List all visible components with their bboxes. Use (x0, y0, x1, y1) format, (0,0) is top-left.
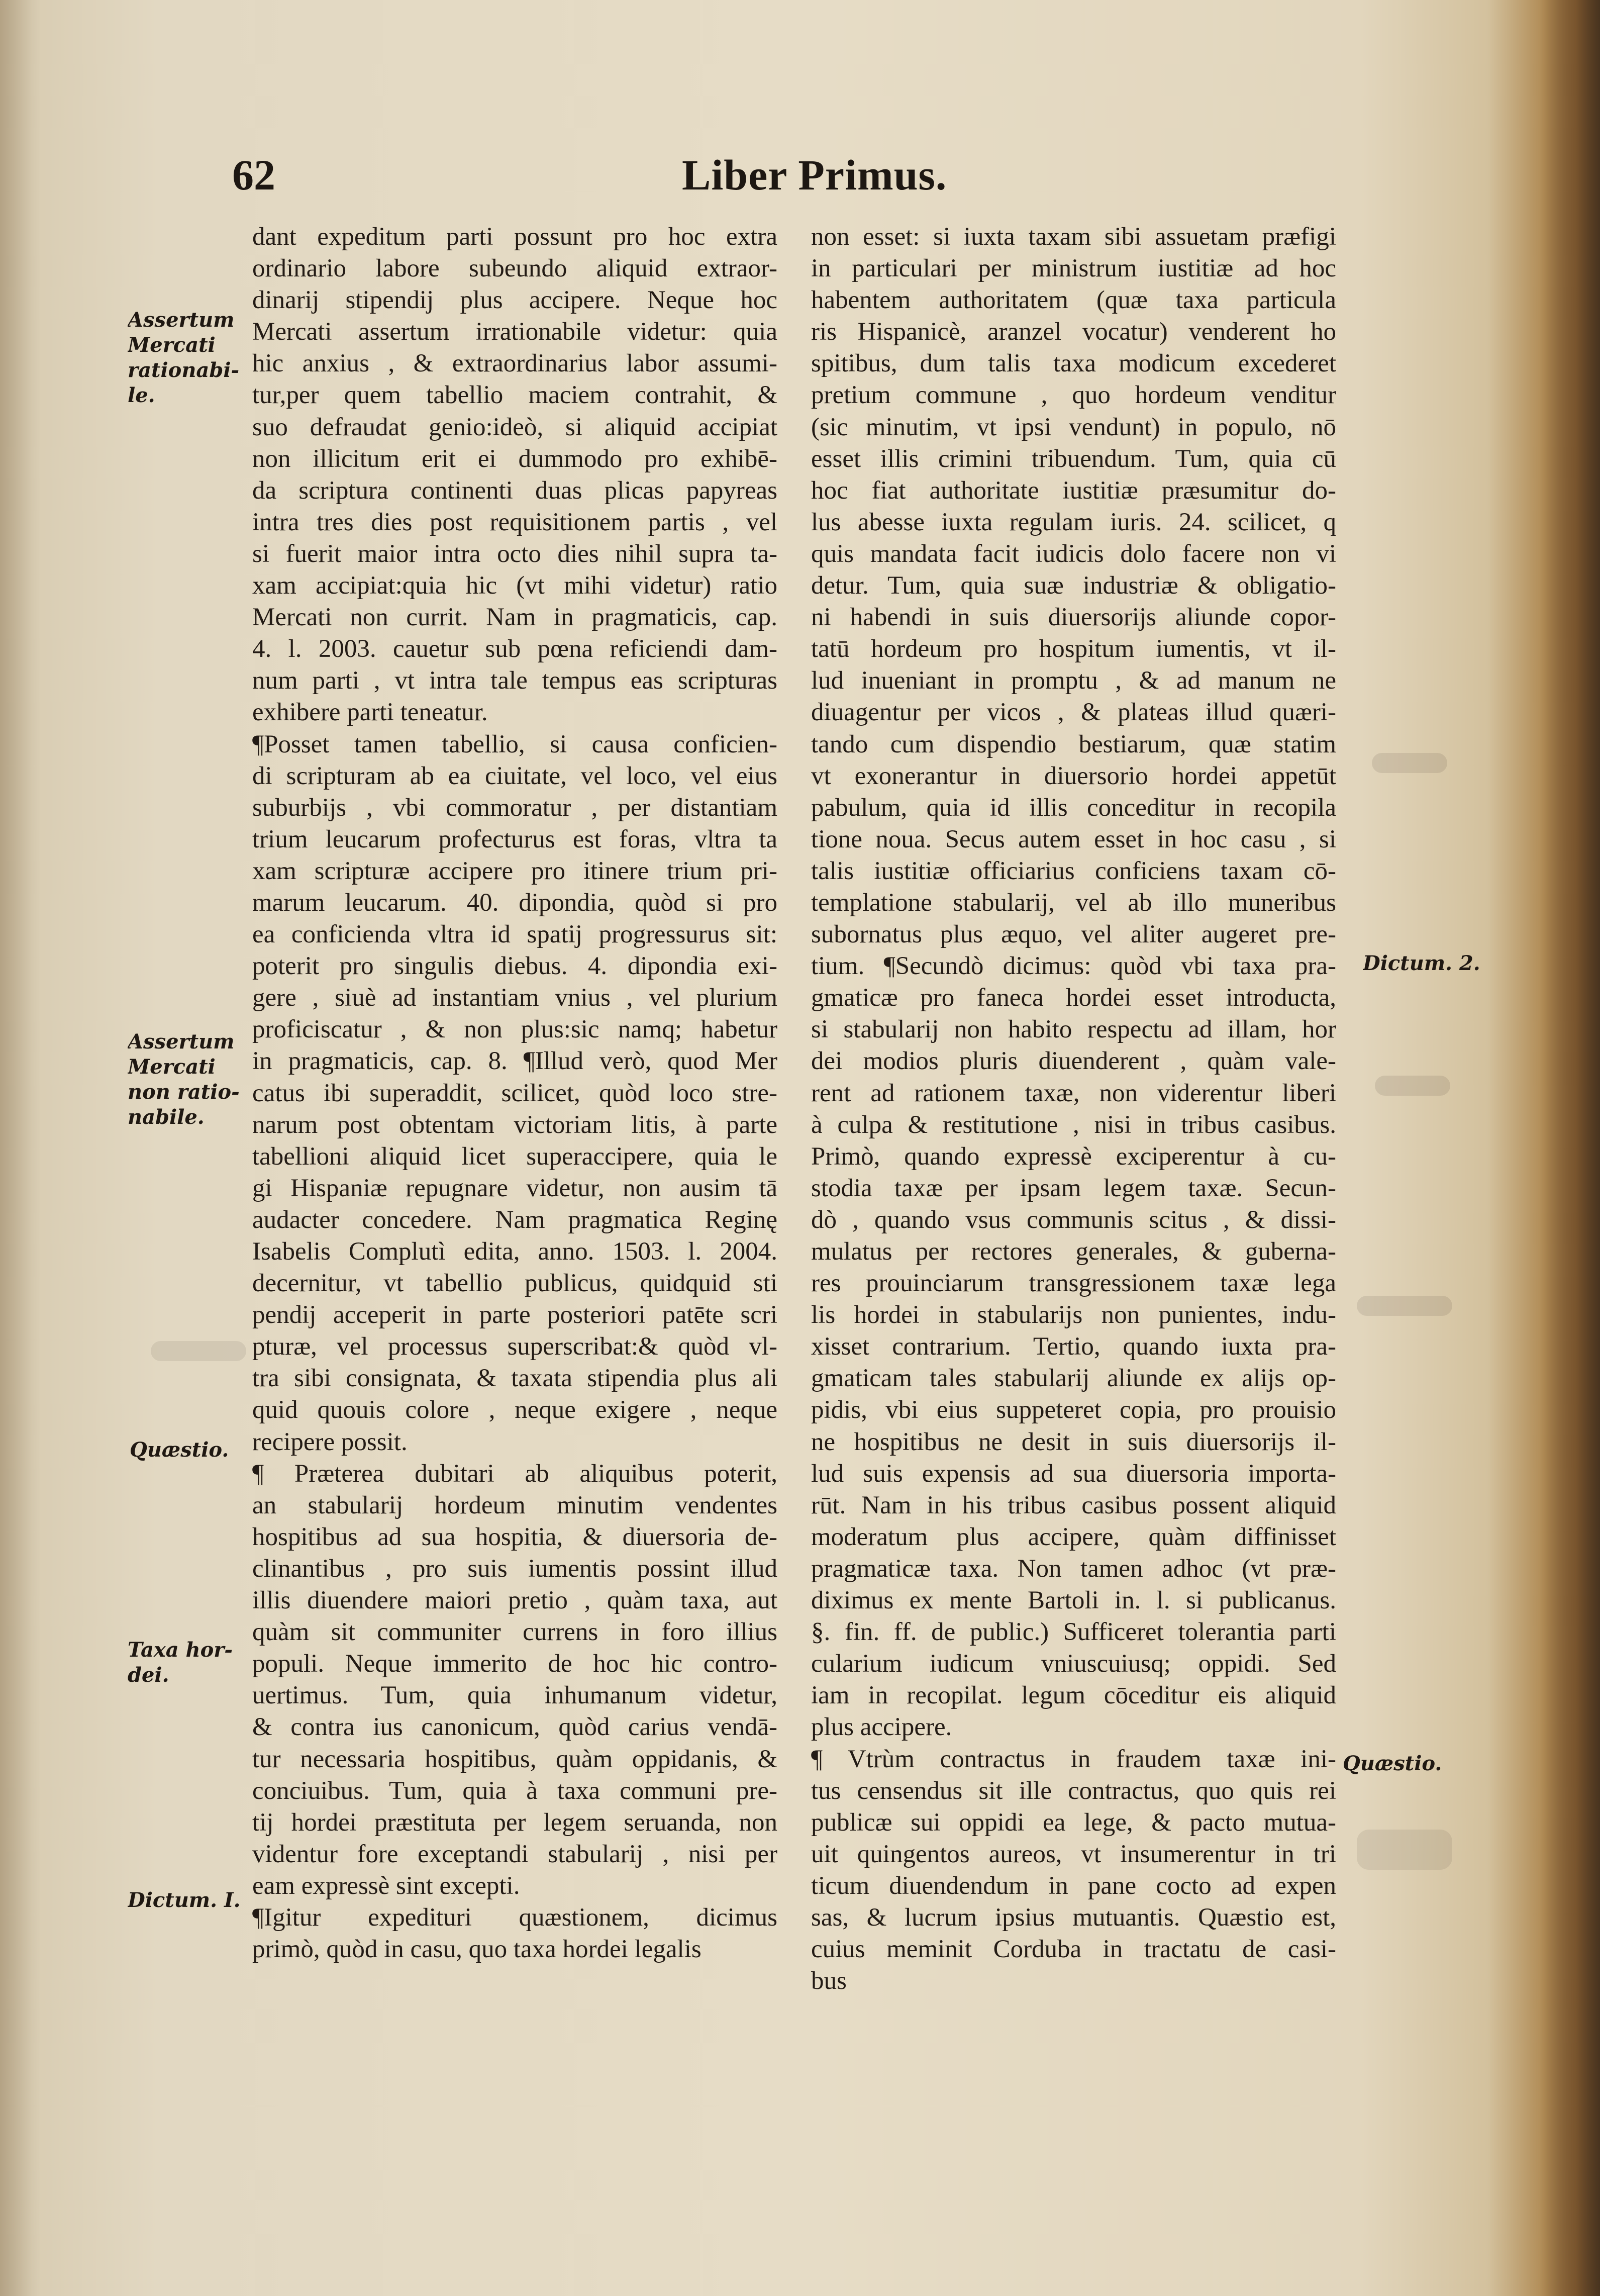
gutter-shadow (0, 0, 40, 2296)
page-header (232, 150, 1438, 205)
text-line: ¶Posset tamen tabellio, si causa conficien- (252, 730, 777, 758)
text-line: uit quingentos aureos, vt insumerentur in tri (811, 1840, 1336, 1868)
text-line: tabellioni aliquid licet superaccipere, quia le (252, 1142, 777, 1171)
text-line: proficiscatur , & non plus:sic namq; habetur (252, 1015, 777, 1044)
text-line: xam scripturæ accipere pro itinere trium pri- (252, 856, 777, 885)
text-line: dinarij stipendij plus accipere. Neque hoc (252, 286, 777, 315)
text-line: videntur fore exceptandi stabularij , nisi per (252, 1840, 777, 1868)
text-line: audacter concedere. Nam pragmatica Reginę (252, 1205, 777, 1234)
text-line: rent ad rationem taxæ, non viderentur liberi (811, 1079, 1336, 1107)
text-line: Mercati assertum irrationabile videtur: quia (252, 318, 777, 346)
text-line: bus (811, 1967, 847, 1995)
text-line: quis mandata facit iudicis dolo facere non vi (811, 539, 1336, 568)
text-line: uertimus. Tum, quia inhumanum videtur, (252, 1681, 777, 1710)
text-line: (sic minutim, vt ipsi vendunt) in populo, nō (811, 413, 1336, 441)
text-line: pturæ, vel processus superscribat:& quòd vl- (252, 1332, 777, 1361)
show-through-mark (151, 1341, 246, 1361)
text-line: trium leucarum profecturus est foras, vltra ta (252, 825, 777, 853)
text-line: ¶ Vtrùm contractus in fraudem taxæ ini- (811, 1745, 1336, 1773)
show-through-mark (1357, 1830, 1452, 1870)
text-line: Primò, quando expressè exciperentur à cu- (811, 1142, 1336, 1171)
text-line: marum leucarum. 40. dipondia, quòd si pro (252, 888, 777, 917)
running-title: Liber Primus. (682, 151, 947, 199)
text-line: esset illis crimini tribuendum. Tum, quia cū (811, 444, 1336, 473)
text-line: diuagentur per vicos , & plateas illud quæri- (811, 698, 1336, 727)
margin-note-line: Dictum. 2. (1363, 951, 1480, 975)
text-line: cuius meminit Corduba in tractatu de casi- (811, 1935, 1336, 1964)
margin-note-quaestio-left (130, 1438, 229, 1463)
text-line: poterit pro singulis diebus. 4. dipondia exi- (252, 952, 777, 981)
text-line: à culpa & restitutione , nisi in tribus casibus. (811, 1110, 1336, 1139)
text-line: xisset contrarium. Tertio, quando iuxta pra- (811, 1332, 1336, 1361)
page-edge-discoloration (1540, 0, 1600, 2296)
text-line: pendij acceperit in parte posteriori patēte scri (252, 1301, 777, 1329)
text-line: plus accipere. (811, 1713, 952, 1742)
margin-note-line: rationabi- (128, 358, 240, 382)
text-line: publicæ sui oppidi ea lege, & pacto mutua- (811, 1808, 1336, 1837)
margin-note-quaestio-right (1343, 1751, 1442, 1776)
text-line: quàm sit communiter currens in foro illius (252, 1618, 777, 1647)
text-line: hospitibus ad sua hospitia, & diuersoria de- (252, 1522, 777, 1551)
text-line: pragmaticæ taxa. Non tamen adhoc (vt præ- (811, 1554, 1336, 1583)
text-line: tatū hordeum pro hospitum iumentis, vt il- (811, 635, 1336, 663)
text-line: stodia taxæ per ipsam legem taxæ. Secun- (811, 1174, 1336, 1202)
text-line: tione noua. Secus autem esset in hoc casu , si (811, 825, 1336, 853)
text-line: in pragmaticis, cap. 8. ¶Illud verò, quod Mer (252, 1047, 777, 1076)
margin-note-line: le. (128, 384, 155, 407)
text-line: gere , siuè ad instantiam vnius , vel plurium (252, 984, 777, 1012)
text-line: Isabelis Complutì edita, anno. 1503. l. 2004. (252, 1237, 777, 1266)
text-line: gmaticæ pro faneca hordei esset introducta, (811, 984, 1336, 1012)
text-line: non esset: si iuxta taxam sibi assuetam præfigi (811, 223, 1336, 251)
margin-note-line: nabile. (128, 1105, 205, 1129)
text-line: iam in recopilat. legum cōceditur eis aliquid (811, 1681, 1336, 1710)
text-line: pretium commune , quo hordeum venditur (811, 381, 1336, 410)
text-line: ¶Igitur expedituri quæstionem, dicimus (252, 1903, 777, 1932)
text-line: ¶ Præterea dubitari ab aliquibus poterit, (252, 1459, 777, 1488)
text-line: rūt. Nam in his tribus casibus possent aliquid (811, 1491, 1336, 1519)
text-line: mulatus per rectores generales, & guberna- (811, 1237, 1336, 1266)
text-line: si stabularij non habito respectu ad illam, hor (811, 1015, 1336, 1044)
text-line: illis diuendere maiori pretio , quàm taxa, aut (252, 1586, 777, 1615)
text-line: dò , quando vsus communis scitus , & dissi- (811, 1205, 1336, 1234)
text-line: diximus ex mente Bartoli in. l. si publicanus. (811, 1586, 1336, 1615)
text-line: di scripturam ab ea ciuitate, vel loco, vel eius (252, 761, 777, 790)
margin-note-line: Mercati (128, 333, 216, 357)
text-line: populi. Neque immerito de hoc hic contro- (252, 1650, 777, 1678)
margin-note-line: Assertum (128, 308, 235, 332)
show-through-mark (1375, 1076, 1450, 1096)
text-line: suo defraudat genio:ideò, si aliquid accipiat (252, 413, 777, 441)
text-line: vt exonerantur in diuersorio hordei appetūt (811, 761, 1336, 790)
text-line: spitibus, dum talis taxa modicum excederet (811, 349, 1336, 378)
text-line: clinantibus , pro suis iumentis possint illud (252, 1554, 777, 1583)
margin-note-line: Assertum (128, 1030, 235, 1054)
text-line: tij hordei præstituta per legem seruanda, non (252, 1808, 777, 1837)
text-line: eam expressè sint excepti. (252, 1871, 520, 1900)
text-line: sas, & lucrum ipsius mutuantis. Quæstio est, (811, 1903, 1336, 1932)
text-line: num parti , vt intra tale tempus eas scripturas (252, 666, 777, 695)
text-line: catus ibi superaddit, scilicet, quòd loco stre- (252, 1079, 777, 1107)
text-line: tium. ¶Secundò dicimus: quòd vbi taxa pra- (811, 952, 1336, 981)
text-line: tra sibi consignata, & taxata stipendia plus ali (252, 1364, 777, 1393)
text-column-right (811, 221, 1336, 1997)
margin-note-line: Quæstio. (1343, 1752, 1442, 1775)
text-line: pidis, vbi eius suppeteret copia, pro prouisio (811, 1396, 1336, 1424)
text-line: 4. l. 2003. cauetur sub pœna reficiendi dam- (252, 635, 777, 663)
margin-note-dictum-2 (1363, 951, 1480, 976)
text-line: narum post obtentam victoriam litis, à parte (252, 1110, 777, 1139)
text-line: exhibere parti teneatur. (252, 698, 488, 727)
text-line: lus abesse iuxta regulam iuris. 24. scilicet, q (811, 508, 1336, 536)
text-line: xam accipiat:quia hic (vt mihi videtur) ratio (252, 571, 777, 600)
text-line: talis iustitiæ officiarius conficiens taxam cō- (811, 856, 1336, 885)
text-line: suburbijs , vbi commoratur , per distantiam (252, 793, 777, 822)
text-line: ordinario labore subeundo aliquid extraor- (252, 254, 777, 283)
margin-note-line: dei. (128, 1663, 169, 1687)
text-line: si fuerit maior intra octo dies nihil supra ta- (252, 539, 777, 568)
folio-number: 62 (232, 151, 275, 199)
text-line: non illicitum erit ei dummodo pro exhibē- (252, 444, 777, 473)
margin-note-line: Dictum. I. (128, 1888, 241, 1912)
text-line: templatione stabularij, vel ab illo muneribus (811, 888, 1336, 917)
text-line: moderatum plus accipere, quàm diffinisset (811, 1522, 1336, 1551)
margin-note-assertum-rationabile (128, 308, 239, 408)
margin-note-dictum-1 (128, 1888, 241, 1913)
text-line: habentem authoritatem (quæ taxa particula (811, 286, 1336, 315)
text-line: primò, quòd in casu, quo taxa hordei legalis (252, 1935, 702, 1964)
margin-note-assertum-non-rationabile (128, 1029, 240, 1130)
text-line: ne hospitibus ne desit in suis diuersorijs il- (811, 1427, 1336, 1456)
text-line: gmaticam tales stabularij aliunde ex alijs op- (811, 1364, 1336, 1393)
text-line: Mercati non currit. Nam in pragmaticis, cap. (252, 603, 777, 632)
text-line: & contra ius canonicum, quòd carius vendā- (252, 1713, 777, 1742)
text-line: recipere possit. (252, 1427, 408, 1456)
text-line: conciuibus. Tum, quia à taxa communi pre- (252, 1776, 777, 1805)
text-line: dant expeditum parti possunt pro hoc extra (252, 223, 777, 251)
text-line: decernitur, vt tabellio publicus, quidquid sti (252, 1269, 777, 1298)
margin-note-line: Taxa hor- (128, 1638, 233, 1662)
show-through-mark (1372, 753, 1447, 773)
text-line: gi Hispaniæ repugnare videtur, non ausim tā (252, 1174, 777, 1202)
show-through-mark (1357, 1296, 1452, 1316)
text-line: lud inueniant in promptu , & ad manum ne (811, 666, 1336, 695)
margin-note-taxa-hordei (128, 1638, 233, 1688)
text-line: tur,per quem tabellio maciem contrahit, & (252, 381, 777, 410)
margin-note-line: non ratio- (128, 1080, 240, 1104)
text-line: lis hordei in stabularijs non punientes, indu- (811, 1301, 1336, 1329)
text-line: hoc fiat authoritate iustitiæ præsumitur do- (811, 476, 1336, 505)
text-line: detur. Tum, quia suæ industriæ & obligatio- (811, 571, 1336, 600)
text-line: in particulari per ministrum iustitiæ ad hoc (811, 254, 1336, 283)
text-line: an stabularij hordeum minutim vendentes (252, 1491, 777, 1519)
text-column-left (252, 221, 777, 1965)
margin-note-line: Quæstio. (130, 1438, 229, 1462)
text-line: res prouinciarum transgressionem taxæ lega (811, 1269, 1336, 1298)
text-line: pabulum, quia id illis conceditur in recopila (811, 793, 1336, 822)
text-line: tando cum dispendio bestiarum, quæ statim (811, 730, 1336, 758)
text-line: cularium iudicum vniuscuiusq; oppidi. Sed (811, 1650, 1336, 1678)
text-line: §. fin. ff. de public.) Sufficeret tolerantia parti (811, 1618, 1336, 1647)
text-line: tur necessaria hospitibus, quàm oppidanis, & (252, 1745, 777, 1773)
text-line: da scriptura continenti duas plicas papyreas (252, 476, 777, 505)
text-line: subornatus plus æquo, vel aliter augeret pre- (811, 920, 1336, 949)
text-line: tus censendus sit ille contractus, quo quis rei (811, 1776, 1336, 1805)
text-line: lud suis expensis ad sua diuersoria importa- (811, 1459, 1336, 1488)
text-line: ticum diuendendum in pane cocto ad expen (811, 1871, 1336, 1900)
text-line: hic anxius , & extraordinarius labor assumi- (252, 349, 777, 378)
text-line: intra tres dies post requisitionem partis , vel (252, 508, 777, 536)
text-line: ni habendi in suis diuersorijs aliunde copor- (811, 603, 1336, 632)
text-line: quid quouis colore , neque exigere , neque (252, 1396, 777, 1424)
margin-note-line: Mercati (128, 1055, 216, 1079)
text-line: ris Hispanicè, aranzel vocatur) venderent ho (811, 318, 1336, 346)
text-line: dei modios pluris diuenderent , quàm vale- (811, 1047, 1336, 1076)
text-line: ea conficienda vltra id spatij progressurus sit: (252, 920, 777, 949)
